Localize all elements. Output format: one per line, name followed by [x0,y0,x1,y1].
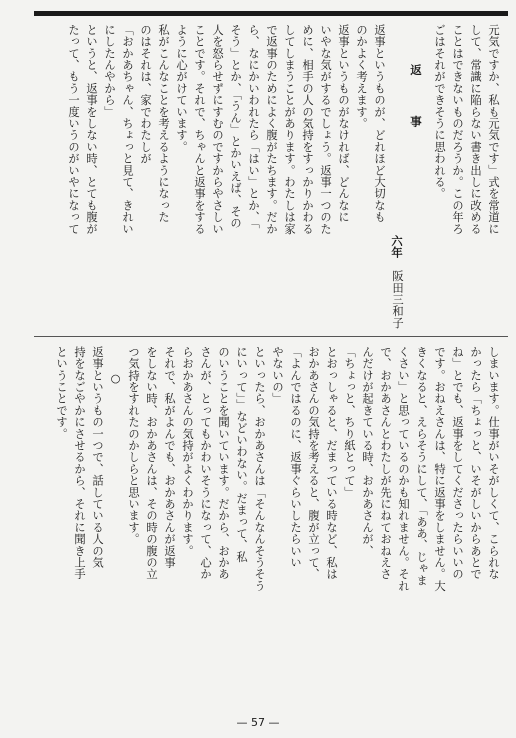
upper-text-band [31,24,501,329]
text-column: めに、相手の人の気持をすっかりかわる [301,24,314,235]
text-column: というと、返事をしない時、とても腹が [85,24,98,235]
text-column: 元気ですか、私も元気です」式を常道に [487,24,500,235]
text-column: 返事というものがなければ、どんなに [337,24,350,223]
text-column: で、おかあさんとわたしが先にねておねえさ [379,346,392,580]
text-column: です。おねえさんは、特に返事をしません。大 [433,346,446,592]
text-column: 返事というもの一つで、話している人の気 [91,346,104,569]
text-column: やないの」 [271,346,284,405]
essay-title: 返 事 [409,64,423,140]
text-column: ね」とでも、返事をしてくださったらいいの [451,346,464,580]
text-column: たって、もう一度いうのがいやになって [67,24,80,235]
text-column: かったら「ちょっと、いそがしいからあとで [469,346,482,580]
text-column: 持をなごやかにさせるから、それに聞き上手 [73,346,86,580]
author-grade: 六年 [390,235,404,259]
circle-separator: ○ [109,372,122,386]
text-column: ということです。 [55,346,68,440]
text-column: のはそれは、家でわたしが [139,24,152,165]
text-column: ら、なにかいわれたら「はい」とか、「 [247,24,260,229]
text-column: にいって」」などいわない。だまって、私 [235,346,248,563]
page-number: — 57 — [236,716,280,729]
text-column: 「ちょっと、ちり紙とって」 [343,346,356,499]
text-column: のかよく考えます。 [355,24,368,130]
text-column: をしない時、おかあさんは、その時の腹の立 [145,346,158,580]
text-column: といったら、おかあさんは「そんなんそうそう [253,346,266,592]
text-column: のいうことを聞いています。だから、おかあ [217,346,230,580]
top-rule [34,11,508,16]
text-column: いやな気がするでしょう。返事一つのた [319,24,332,235]
text-column: 「おかあちゃん、ちょっと見て、きれい [121,24,134,235]
text-column: 返事というものが、どれほど大切なも [373,24,386,223]
lower-text-band [31,346,501,718]
text-column: 人を怒らせずにすむのですからやさしい [211,24,224,235]
text-column: さんが、とってもかわいそうになって、心か [199,346,212,580]
text-column: にしたんやから」 [103,24,116,118]
text-column: ように心がけています。 [175,24,188,153]
text-column: ことです。それで、ちゃんと返事をする [193,24,206,235]
author-name: 阪田三和子 [391,270,404,329]
text-column: ごはそれができそうに思われる。 [433,24,446,200]
text-column: してしまうことがあります。わたしは家 [283,24,296,235]
text-column: 「よんではるのに、返事ぐらいしたらいい [289,346,302,569]
text-column: らおかあさんの気持がよくわかります。 [181,346,194,557]
band-divider [34,336,508,337]
text-column: 私がこんなことを考えるようになった [157,24,170,223]
text-column: んだけが起きている時、おかあさんが、 [361,346,374,557]
text-column: して、常識に陥らない書き出しに改める [469,24,482,235]
text-column: おかあさんの気持を考えると、腹が立って、 [307,346,320,580]
text-column: とおっしゃると、だまっている時など、私は [325,346,338,580]
text-column: そう」とか、「うん」とかいえば、その [229,24,242,229]
text-column: で返事のためによく腹がたちます。だか [265,24,278,235]
text-column: つ気持をすれたのかしらと思います。 [127,346,140,545]
byline [389,24,405,329]
text-column: それで、私がよんでも、おかあさんが返事 [163,346,176,569]
text-column: しまいます。仕事がいそがしくて、こられな [487,346,500,580]
text-column: くさい」と思っているのかも知れません。それ [397,346,410,592]
text-column: きくなると、えらそうにして、「ああ、じゃま [415,346,428,587]
text-column: ことはできないものだろうか。この年ろ [451,24,464,235]
